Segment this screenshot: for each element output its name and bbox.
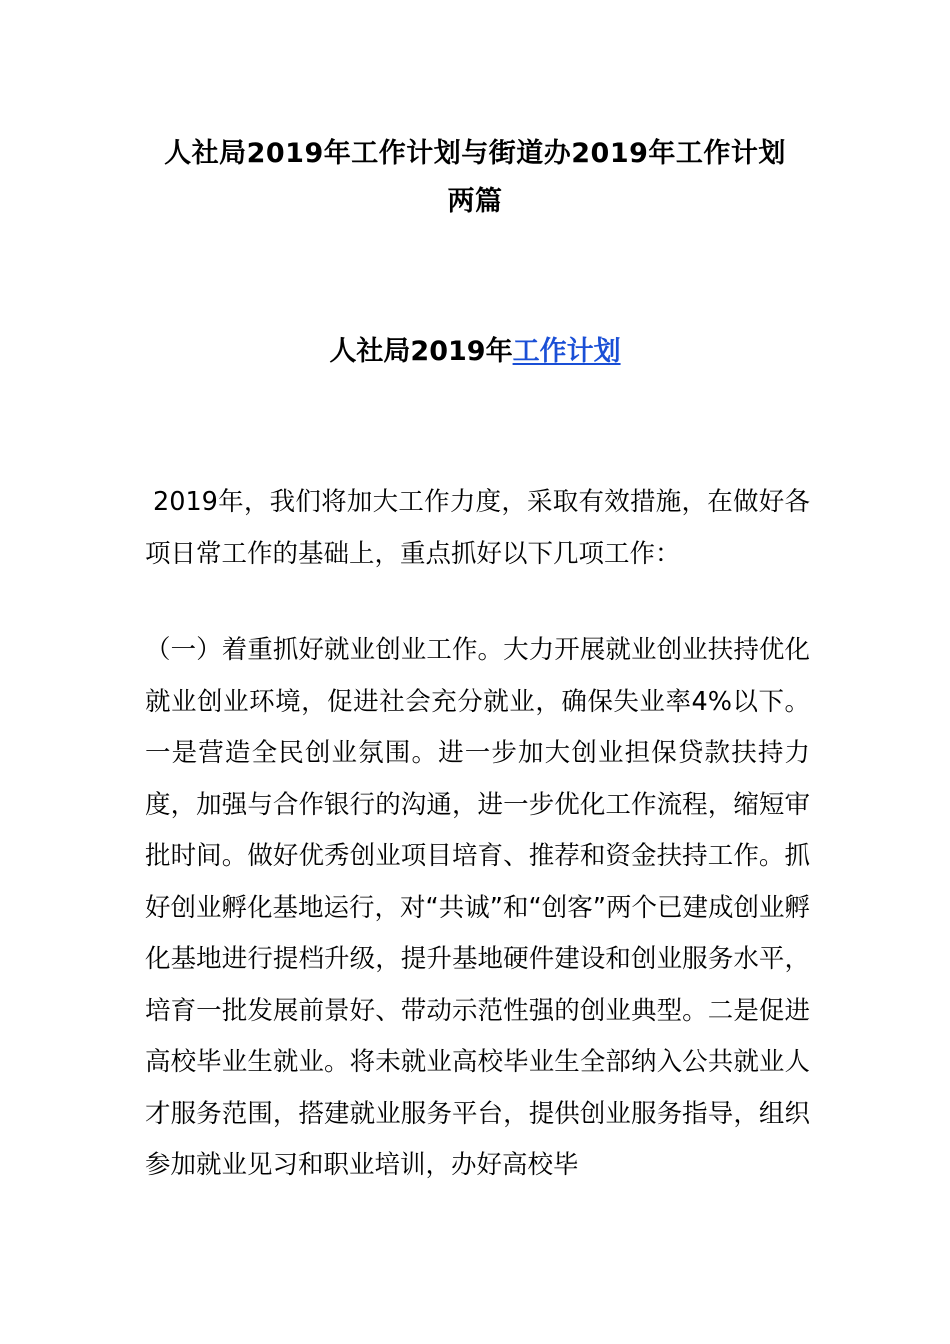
document-title-line1: 人社局2019年工作计划与街道办2019年工作计划: [164, 138, 786, 169]
section-heading: [130, 330, 820, 374]
section-heading-prefix: 人社局2019年: [329, 336, 513, 367]
document-title-line2: 两篇: [447, 186, 503, 217]
paragraph-employment: （一）着重抓好就业创业工作。大力开展就业创业扶持优化就业创业环境，促进社会充分就业，确保失业率4%以下。一是营造全民创业氛围。进一步加大创业担保贷款扶持力度，加强与合作银行的沟通，进一步优化工作流程，缩短审批时间。做好优秀创业项目培育、推荐和资金扶持工作。抓好创业孵化基地运行，对“共诚”和“创客”两个已建成创业孵化基地进行提档升级，提升基地硬件建设和创业服务水平，培育一批发展前景好、带动示范性强的创业典型。二是促进高校毕业生就业。将未就业高校毕业生全部纳入公共就业人才服务范围，搭建就业服务平台，提供创业服务指导，组织参加就业见习和职业培训，办好高校毕: [145, 635, 810, 1180]
work-plan-link[interactable]: 工作计划: [512, 336, 621, 367]
paragraph-intro: 2019年，我们将加大工作力度，采取有效措施，在做好各项日常工作的基础上，重点抓好以下几项工作：: [145, 487, 810, 569]
